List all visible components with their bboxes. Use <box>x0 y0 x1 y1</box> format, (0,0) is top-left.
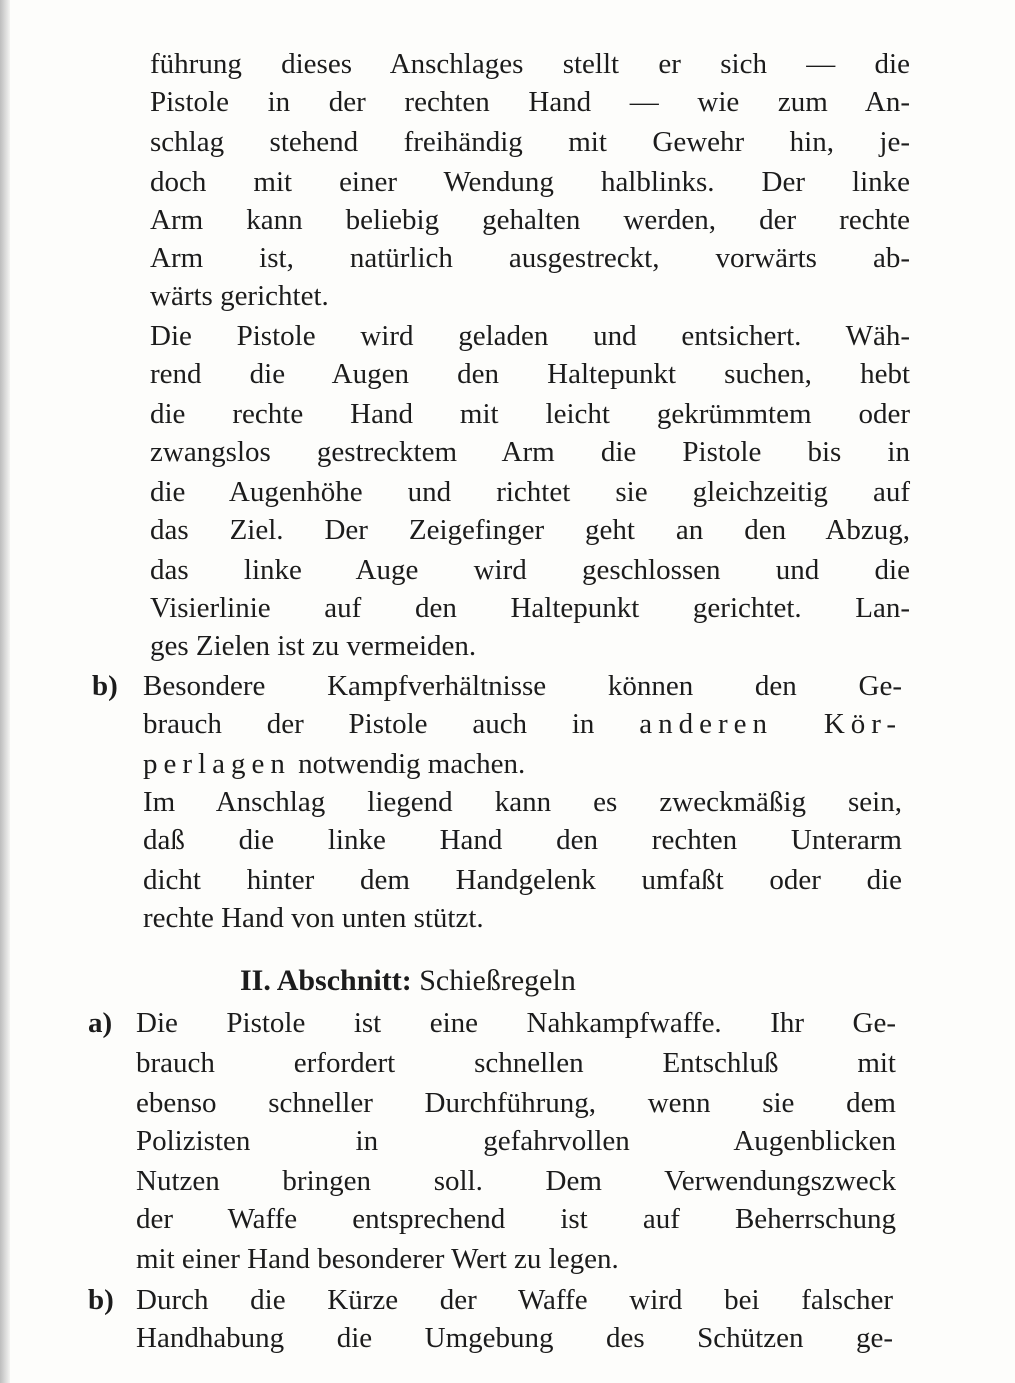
text-line <box>143 862 902 898</box>
text-segment: zwangslos gestrecktem Arm die Pistole bis in <box>150 436 910 468</box>
text-line <box>136 1123 896 1159</box>
text-line <box>136 1005 896 1041</box>
text-segment: wärts gerichtet. <box>150 280 329 312</box>
text-segment: Die Pistole ist eine Nahkampfwaffe. Ihr Ge- <box>136 1007 896 1039</box>
section-heading <box>240 962 576 1000</box>
text-segment: doch mit einer Wendung halblinks. Der linke <box>150 166 910 198</box>
text-segment: ebenso schneller Durchführung, wenn sie dem <box>136 1087 896 1119</box>
text-line <box>150 628 476 664</box>
text-line <box>150 356 910 392</box>
text-segment: Pistole in der rechten Hand — wie zum An- <box>150 86 910 118</box>
scan-edge <box>0 0 10 1383</box>
text-line <box>143 784 902 820</box>
text-segment: Visierlinie auf den Haltepunkt gerichtet. Lan- <box>150 592 910 624</box>
text-segment: Arm ist, natürlich ausgestreckt, vorwärts ab- <box>150 242 910 274</box>
text-line <box>136 1045 896 1081</box>
text-segment: daß die linke Hand den rechten Unterarm <box>143 824 902 856</box>
text-segment: Arm kann beliebig gehalten werden, der rechte <box>150 204 910 236</box>
text-line <box>150 396 910 432</box>
text-line <box>143 746 525 782</box>
text-line <box>150 278 329 314</box>
text-segment: anderen Kör- <box>639 708 903 740</box>
text-segment: perlagen <box>143 748 291 780</box>
list-label: b) <box>88 1284 114 1316</box>
text-segment: rend die Augen den Haltepunkt suchen, hebt <box>150 358 910 390</box>
text-line <box>136 1201 896 1237</box>
text-segment: notwendig machen. <box>290 748 526 780</box>
text-segment: Besondere Kampfverhältnisse können den Ge- <box>143 670 902 702</box>
heading-title: Schießregeln <box>411 964 576 997</box>
text-line <box>143 822 902 858</box>
text-segment: Im Anschlag liegend kann es zweckmäßig sein, <box>143 786 902 818</box>
text-line <box>136 1163 896 1199</box>
heading-number: II. Abschnitt: <box>240 964 412 997</box>
text-segment: der Waffe entsprechend ist auf Beherrschung <box>136 1203 896 1235</box>
text-line <box>150 84 910 120</box>
text-segment: führung dieses Anschlages stellt er sich — die <box>150 48 910 80</box>
text-line <box>150 164 910 200</box>
text-segment: die rechte Hand mit leicht gekrümmtem oder <box>150 398 910 430</box>
text-line <box>150 124 910 160</box>
text-line <box>143 900 484 936</box>
text-line <box>150 474 910 510</box>
text-segment: rechte Hand von unten stützt. <box>143 902 484 934</box>
text-segment: ges Zielen ist zu vermeiden. <box>150 630 477 662</box>
text-line <box>150 434 910 470</box>
text-line <box>150 202 910 238</box>
text-segment: das linke Auge wird geschlossen und die <box>150 554 910 586</box>
text-segment: das Ziel. Der Zeigefinger geht an den Abzug, <box>150 514 910 546</box>
text-line <box>143 668 902 704</box>
list-label: b) <box>92 670 118 702</box>
text-line <box>136 1320 893 1356</box>
text-segment: brauch erfordert schnellen Entschluß mit <box>136 1047 896 1079</box>
text-line <box>150 46 910 82</box>
text-segment: brauch der Pistole auch in <box>143 708 640 740</box>
text-line <box>150 240 910 276</box>
text-line <box>136 1241 619 1277</box>
text-segment: schlag stehend freihändig mit Gewehr hin, je- <box>150 126 910 158</box>
text-line <box>150 318 910 354</box>
text-segment: dicht hinter dem Handgelenk umfaßt oder die <box>143 864 902 896</box>
text-line <box>150 552 910 588</box>
text-segment: mit einer Hand besonderer Wert zu legen. <box>136 1243 619 1275</box>
text-line <box>136 1085 896 1121</box>
list-label: a) <box>88 1007 113 1039</box>
text-segment: Polizisten in gefahrvollen Augenblicken <box>136 1125 896 1157</box>
text-line <box>150 590 910 626</box>
text-line <box>150 512 910 548</box>
text-segment: Handhabung die Umgebung des Schützen ge- <box>136 1322 893 1354</box>
text-line <box>143 706 902 742</box>
text-segment: die Augenhöhe und richtet sie gleichzeitig auf <box>150 476 910 508</box>
text-segment: Die Pistole wird geladen und entsichert. Wäh- <box>150 320 910 352</box>
text-segment: Durch die Kürze der Waffe wird bei falscher <box>136 1284 893 1316</box>
text-line <box>136 1282 893 1318</box>
text-segment: Nutzen bringen soll. Dem Verwendungszweck <box>136 1165 896 1197</box>
